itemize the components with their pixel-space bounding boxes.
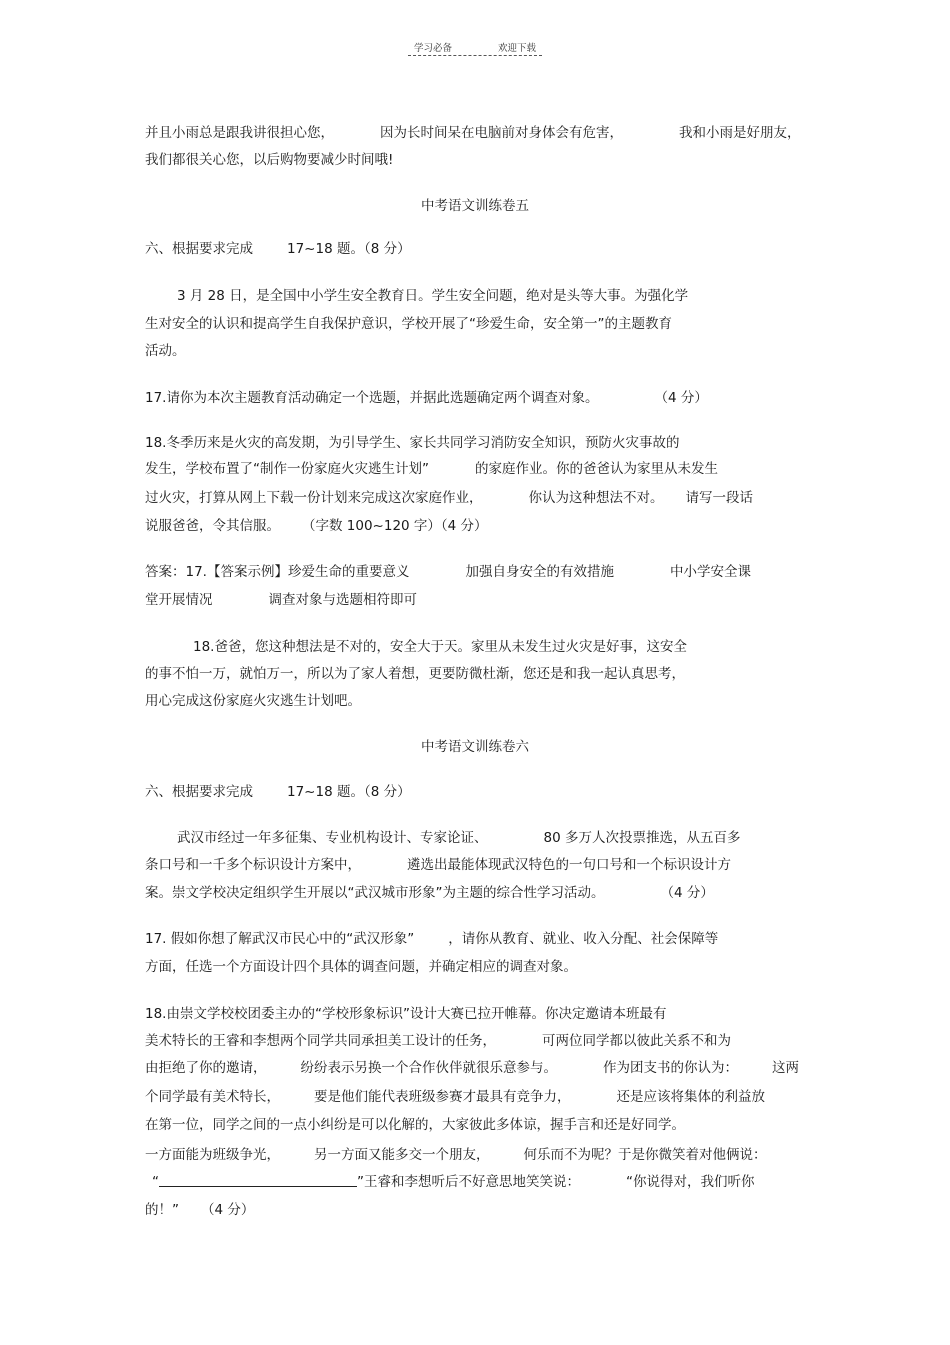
paper-six-intro-line-1 — [177, 828, 740, 848]
header-right-text: 欢迎下载 — [498, 43, 537, 54]
text-segment: 还是应该将集体的利益放 — [616, 1089, 765, 1105]
text-segment: 何乐而不为呢？于是你微笑着对他俩说： — [523, 1147, 767, 1163]
text-segment: 过火灾，打算从网上下载一份计划来完成这次家庭作业， — [145, 490, 483, 506]
paper-five-question-18-line-3 — [145, 488, 753, 508]
text-segment: 调查对象与选题相符即可 — [268, 592, 417, 608]
paper-six-intro-line-3 — [145, 883, 714, 903]
header-dashed-rule — [408, 55, 542, 56]
text-segment: 作为团支书的你认为： — [603, 1060, 738, 1076]
text-segment: 80 多万人次投票推选，从五百多 — [543, 830, 741, 846]
text-segment: 我和小雨是好朋友， — [679, 125, 801, 141]
paper-five-intro-line-3: 活动。 — [145, 343, 186, 359]
paper-five-instruction — [145, 239, 411, 259]
paper-five-question-17 — [145, 388, 708, 408]
paper-five-answer-line-2 — [145, 590, 417, 610]
paper-five-question-18-line-1: 18.冬季历来是火灾的高发期，为引导学生、家长共同学习消防安全知识，预防火灾事故的 — [145, 435, 680, 451]
text-segment: 中小学安全课 — [669, 564, 751, 580]
text-segment: 个同学最有美术特长， — [145, 1089, 280, 1105]
text-segment: ，请你从教育、就业、收入分配、社会保障等 — [448, 931, 719, 947]
text-segment: 堂开展情况 — [145, 592, 213, 608]
paper-six-title: 中考语文训练卷六 — [421, 739, 529, 755]
paper-five-answer-18-line-2: 的事不怕一万，就怕万一，所以为了家人着想，更要防微杜渐，您还是和我一起认真思考， — [145, 666, 685, 682]
text-segment: 纷纷表示另换一个合作伙伴就很乐意参与。 — [300, 1060, 557, 1076]
text-segment: 可两位同学都以彼此关系不和为 — [542, 1033, 731, 1049]
paper-six-instruction — [145, 782, 411, 802]
text-segment: 美术特长的王睿和李想两个同学共同承担美工设计的任务， — [145, 1033, 496, 1049]
text-segment: 请写一段话 — [685, 490, 753, 506]
text-segment: 条口号和一千多个标识设计方案中， — [145, 857, 361, 873]
paper-six-question-18-line-8 — [145, 1200, 254, 1220]
carryover-line-1 — [145, 123, 801, 143]
text-segment: 的！” — [145, 1202, 179, 1218]
text-segment: 由拒绝了你的邀请， — [145, 1060, 267, 1076]
paper-five-answer-18-line-3: 用心完成这份家庭火灾逃生计划吧。 — [145, 693, 361, 709]
page-header — [0, 40, 950, 54]
paper-six-question-18-line-6 — [145, 1145, 767, 1165]
paper-six-question-18-line-4 — [145, 1087, 765, 1107]
text-segment: 案。崇文学校决定组织学生开展以“武汉城市形象”为主题的综合性学习活动。 — [145, 885, 605, 901]
text-segment: 说服爸爸，令其信服。 — [145, 518, 280, 534]
text-segment: 一方面能为班级争光， — [145, 1147, 280, 1163]
answer-blank[interactable] — [159, 1173, 357, 1187]
paper-six-question-17-line-2: 方面，任选一个方面设计四个具体的调查问题，并确定相应的调查对象。 — [145, 959, 577, 975]
text-segment: “ — [152, 1174, 159, 1190]
text-segment: 17~18 题。（8 分） — [287, 784, 411, 800]
carryover-line-2: 我们都很关心您，以后购物要减少时间哦! — [145, 152, 394, 168]
text-segment: （4 分） — [654, 390, 708, 406]
paper-five-answer-18-line-1: 18.爸爸，您这种想法是不对的，安全大于天。家里从未发生过火灾是好事，这安全 — [193, 639, 687, 655]
paper-five-title: 中考语文训练卷五 — [421, 198, 529, 214]
paper-five-answer-line-1 — [145, 562, 751, 582]
text-segment: 你认为这种想法不对。 — [528, 490, 664, 506]
paper-six-question-18-line-1: 18.由崇文学校校团委主办的“学校形象标识”设计大赛已拉开帷幕。你决定邀请本班最有 — [145, 1006, 667, 1022]
text-segment: 17.请你为本次主题教育活动确定一个选题，并据此选题确定两个调查对象。 — [145, 390, 599, 406]
text-segment: （4 分） — [660, 885, 714, 901]
paper-six-question-18-line-5: 在第一位，同学之间的一点小纠纷是可以化解的，大家彼此多体谅，握手言和还是好同学。 — [145, 1117, 685, 1133]
text-segment: 答案：17.【答案示例】珍爱生命的重要意义 — [145, 564, 410, 580]
text-segment: “你说得对，我们听你 — [626, 1174, 755, 1190]
text-segment: 因为长时间呆在电脑前对身体会有危害， — [380, 125, 623, 141]
text-segment: 发生，学校布置了“制作一份家庭火灾逃生计划” — [145, 461, 429, 477]
text-segment: （4 分） — [201, 1202, 255, 1218]
text-segment: 加强自身安全的有效措施 — [465, 564, 614, 580]
text-segment: 另一方面又能多交一个朋友， — [314, 1147, 490, 1163]
text-segment: 要是他们能代表班级参赛才最具有竞争力， — [314, 1089, 571, 1105]
paper-five-question-18-line-2 — [145, 459, 718, 479]
text-segment: 并且小雨总是跟我讲很担心您， — [145, 125, 334, 141]
paper-six-question-18-line-7 — [152, 1172, 755, 1192]
paper-six-intro-line-2 — [145, 855, 731, 875]
text-segment: 六、根据要求完成 — [145, 241, 253, 257]
text-segment: 17~18 题。（8 分） — [287, 241, 411, 257]
text-segment: 的家庭作业。你的爸爸认为家里从未发生 — [475, 461, 718, 477]
paper-six-question-18-line-2 — [145, 1031, 731, 1051]
paper-five-intro-line-1: 3 月 28 日，是全国中小学生安全教育日。学生安全问题，绝对是头等大事。为强化学 — [177, 288, 689, 304]
paper-six-question-18-line-3 — [145, 1058, 799, 1078]
text-segment: 六、根据要求完成 — [145, 784, 253, 800]
text-segment: 这两 — [772, 1060, 799, 1076]
text-segment: 17. 假如你想了解武汉市民心中的“武汉形象” — [145, 931, 415, 947]
text-segment: 武汉市经过一年多征集、专业机构设计、专家论证、 — [177, 830, 488, 846]
text-segment: 遴选出最能体现武汉特色的一句口号和一个标识设计方 — [407, 857, 731, 873]
text-segment: ”王睿和李想听后不好意思地笑笑说： — [357, 1174, 580, 1190]
paper-five-question-18-line-4 — [145, 516, 488, 536]
paper-six-question-17-line-1 — [145, 929, 718, 949]
paper-five-intro-line-2: 生对安全的认识和提高学生自我保护意识，学校开展了“珍爱生命，安全第一”的主题教育 — [145, 316, 672, 332]
text-segment: （字数 100~120 字）（4 分） — [302, 518, 488, 534]
header-left-text: 学习必备 — [413, 43, 452, 54]
